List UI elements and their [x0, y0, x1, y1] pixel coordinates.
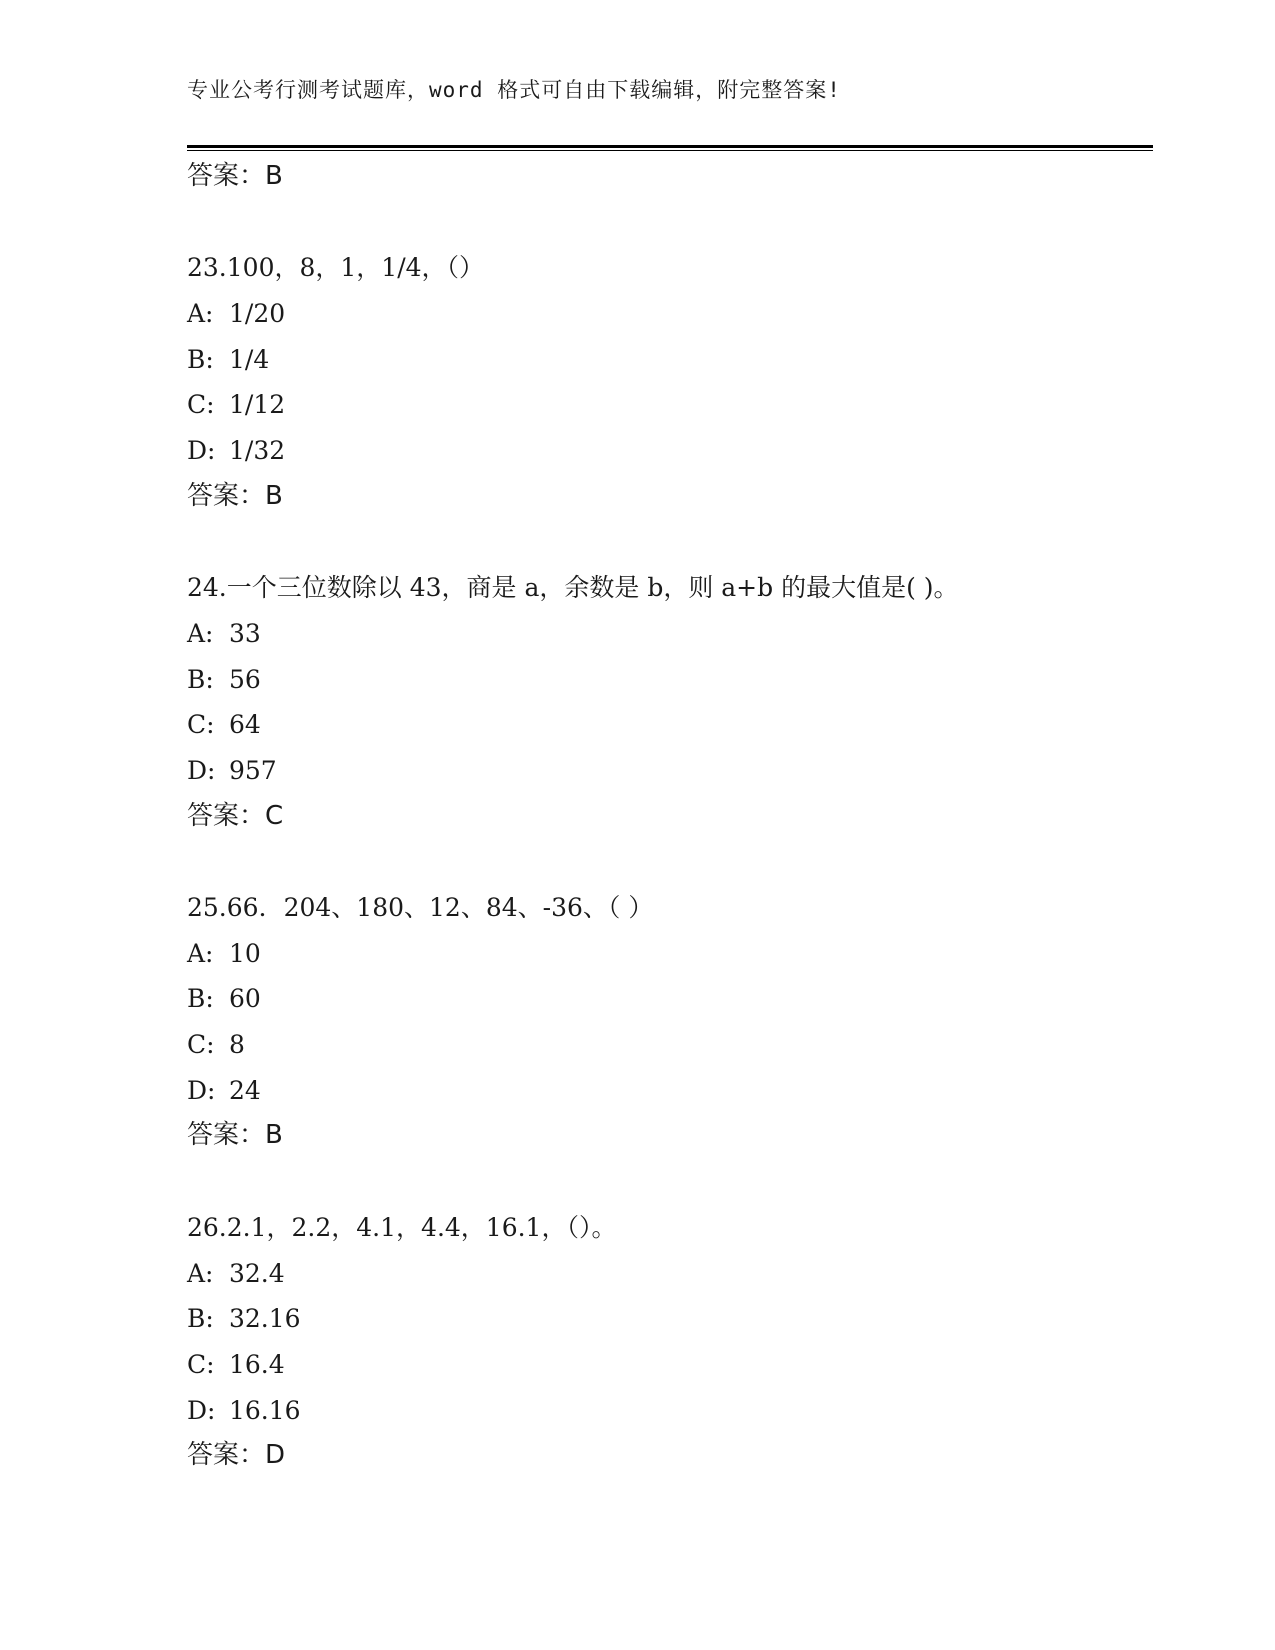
option-text: 8	[229, 1030, 245, 1060]
question-list	[187, 154, 1153, 1479]
answer: 答案：B	[187, 480, 283, 511]
question-block	[187, 885, 1153, 1159]
answer: 答案：D	[187, 1440, 286, 1471]
option-letter: D:	[187, 755, 216, 785]
option-text: 33	[229, 618, 261, 648]
option-text: 24	[229, 1075, 261, 1105]
page-header: 专业公考行测考试题库，word 格式可自由下载编辑，附完整答案!	[187, 78, 841, 102]
option-text: 16.4	[229, 1349, 285, 1379]
option-b	[187, 976, 1153, 1022]
spacer	[187, 200, 1153, 246]
option-a	[187, 1251, 1153, 1297]
spacer	[187, 839, 1153, 885]
option-letter: A:	[187, 618, 214, 648]
option-text: 60	[229, 984, 261, 1014]
option-d	[187, 1388, 1153, 1434]
question-block	[187, 245, 1153, 519]
option-text: 957	[229, 755, 277, 785]
option-text: 64	[229, 710, 261, 740]
option-a	[187, 291, 1153, 337]
answer: 答案：C	[187, 800, 284, 831]
option-a	[187, 611, 1153, 657]
question-stem: 25.66．204、180、12、84、-36、（ ）	[187, 893, 654, 922]
spacer	[187, 520, 1153, 566]
option-letter: D:	[187, 1075, 216, 1105]
option-letter: B:	[187, 664, 214, 694]
option-letter: C:	[187, 390, 215, 420]
option-text: 10	[229, 938, 261, 968]
option-c	[187, 702, 1153, 748]
option-letter: B:	[187, 984, 214, 1014]
question-stem: 24.一个三位数除以 43，商是 a，余数是 b，则 a+b 的最大值是( )。	[187, 573, 959, 603]
option-text: 1/32	[229, 436, 286, 466]
question-block	[187, 565, 1153, 839]
option-b	[187, 657, 1153, 703]
option-c	[187, 382, 1153, 428]
previous-answer: 答案：B	[187, 161, 283, 191]
option-letter: C:	[187, 1349, 215, 1379]
option-text: 56	[229, 664, 261, 694]
header-divider-thin	[187, 150, 1153, 151]
option-letter: D:	[187, 1395, 216, 1425]
question-stem: 26.2.1，2.2，4.1，4.4，16.1，（）。	[187, 1212, 617, 1242]
option-c	[187, 1342, 1153, 1388]
option-a	[187, 931, 1153, 977]
question-stem: 23.100，8，1，1/4，（）	[187, 253, 485, 283]
option-letter: A:	[187, 299, 214, 329]
header-divider-thick	[187, 145, 1153, 148]
option-letter: B:	[187, 344, 214, 374]
option-d	[187, 428, 1153, 474]
option-text: 32.4	[229, 1258, 285, 1288]
spacer	[187, 1159, 1153, 1205]
option-text: 1/12	[229, 390, 286, 420]
option-b	[187, 337, 1153, 383]
option-text: 1/20	[229, 299, 286, 329]
option-letter: D:	[187, 436, 216, 466]
question-block	[187, 1205, 1153, 1479]
option-b	[187, 1296, 1153, 1342]
option-d	[187, 748, 1153, 794]
answer: 答案：B	[187, 1120, 283, 1151]
option-letter: B:	[187, 1304, 214, 1334]
option-letter: C:	[187, 1030, 215, 1060]
option-text: 32.16	[229, 1304, 301, 1334]
option-c	[187, 1022, 1153, 1068]
option-text: 1/4	[229, 344, 270, 374]
option-letter: C:	[187, 710, 215, 740]
option-letter: A:	[187, 938, 214, 968]
option-text: 16.16	[229, 1395, 301, 1425]
option-d	[187, 1068, 1153, 1114]
option-letter: A:	[187, 1258, 214, 1288]
